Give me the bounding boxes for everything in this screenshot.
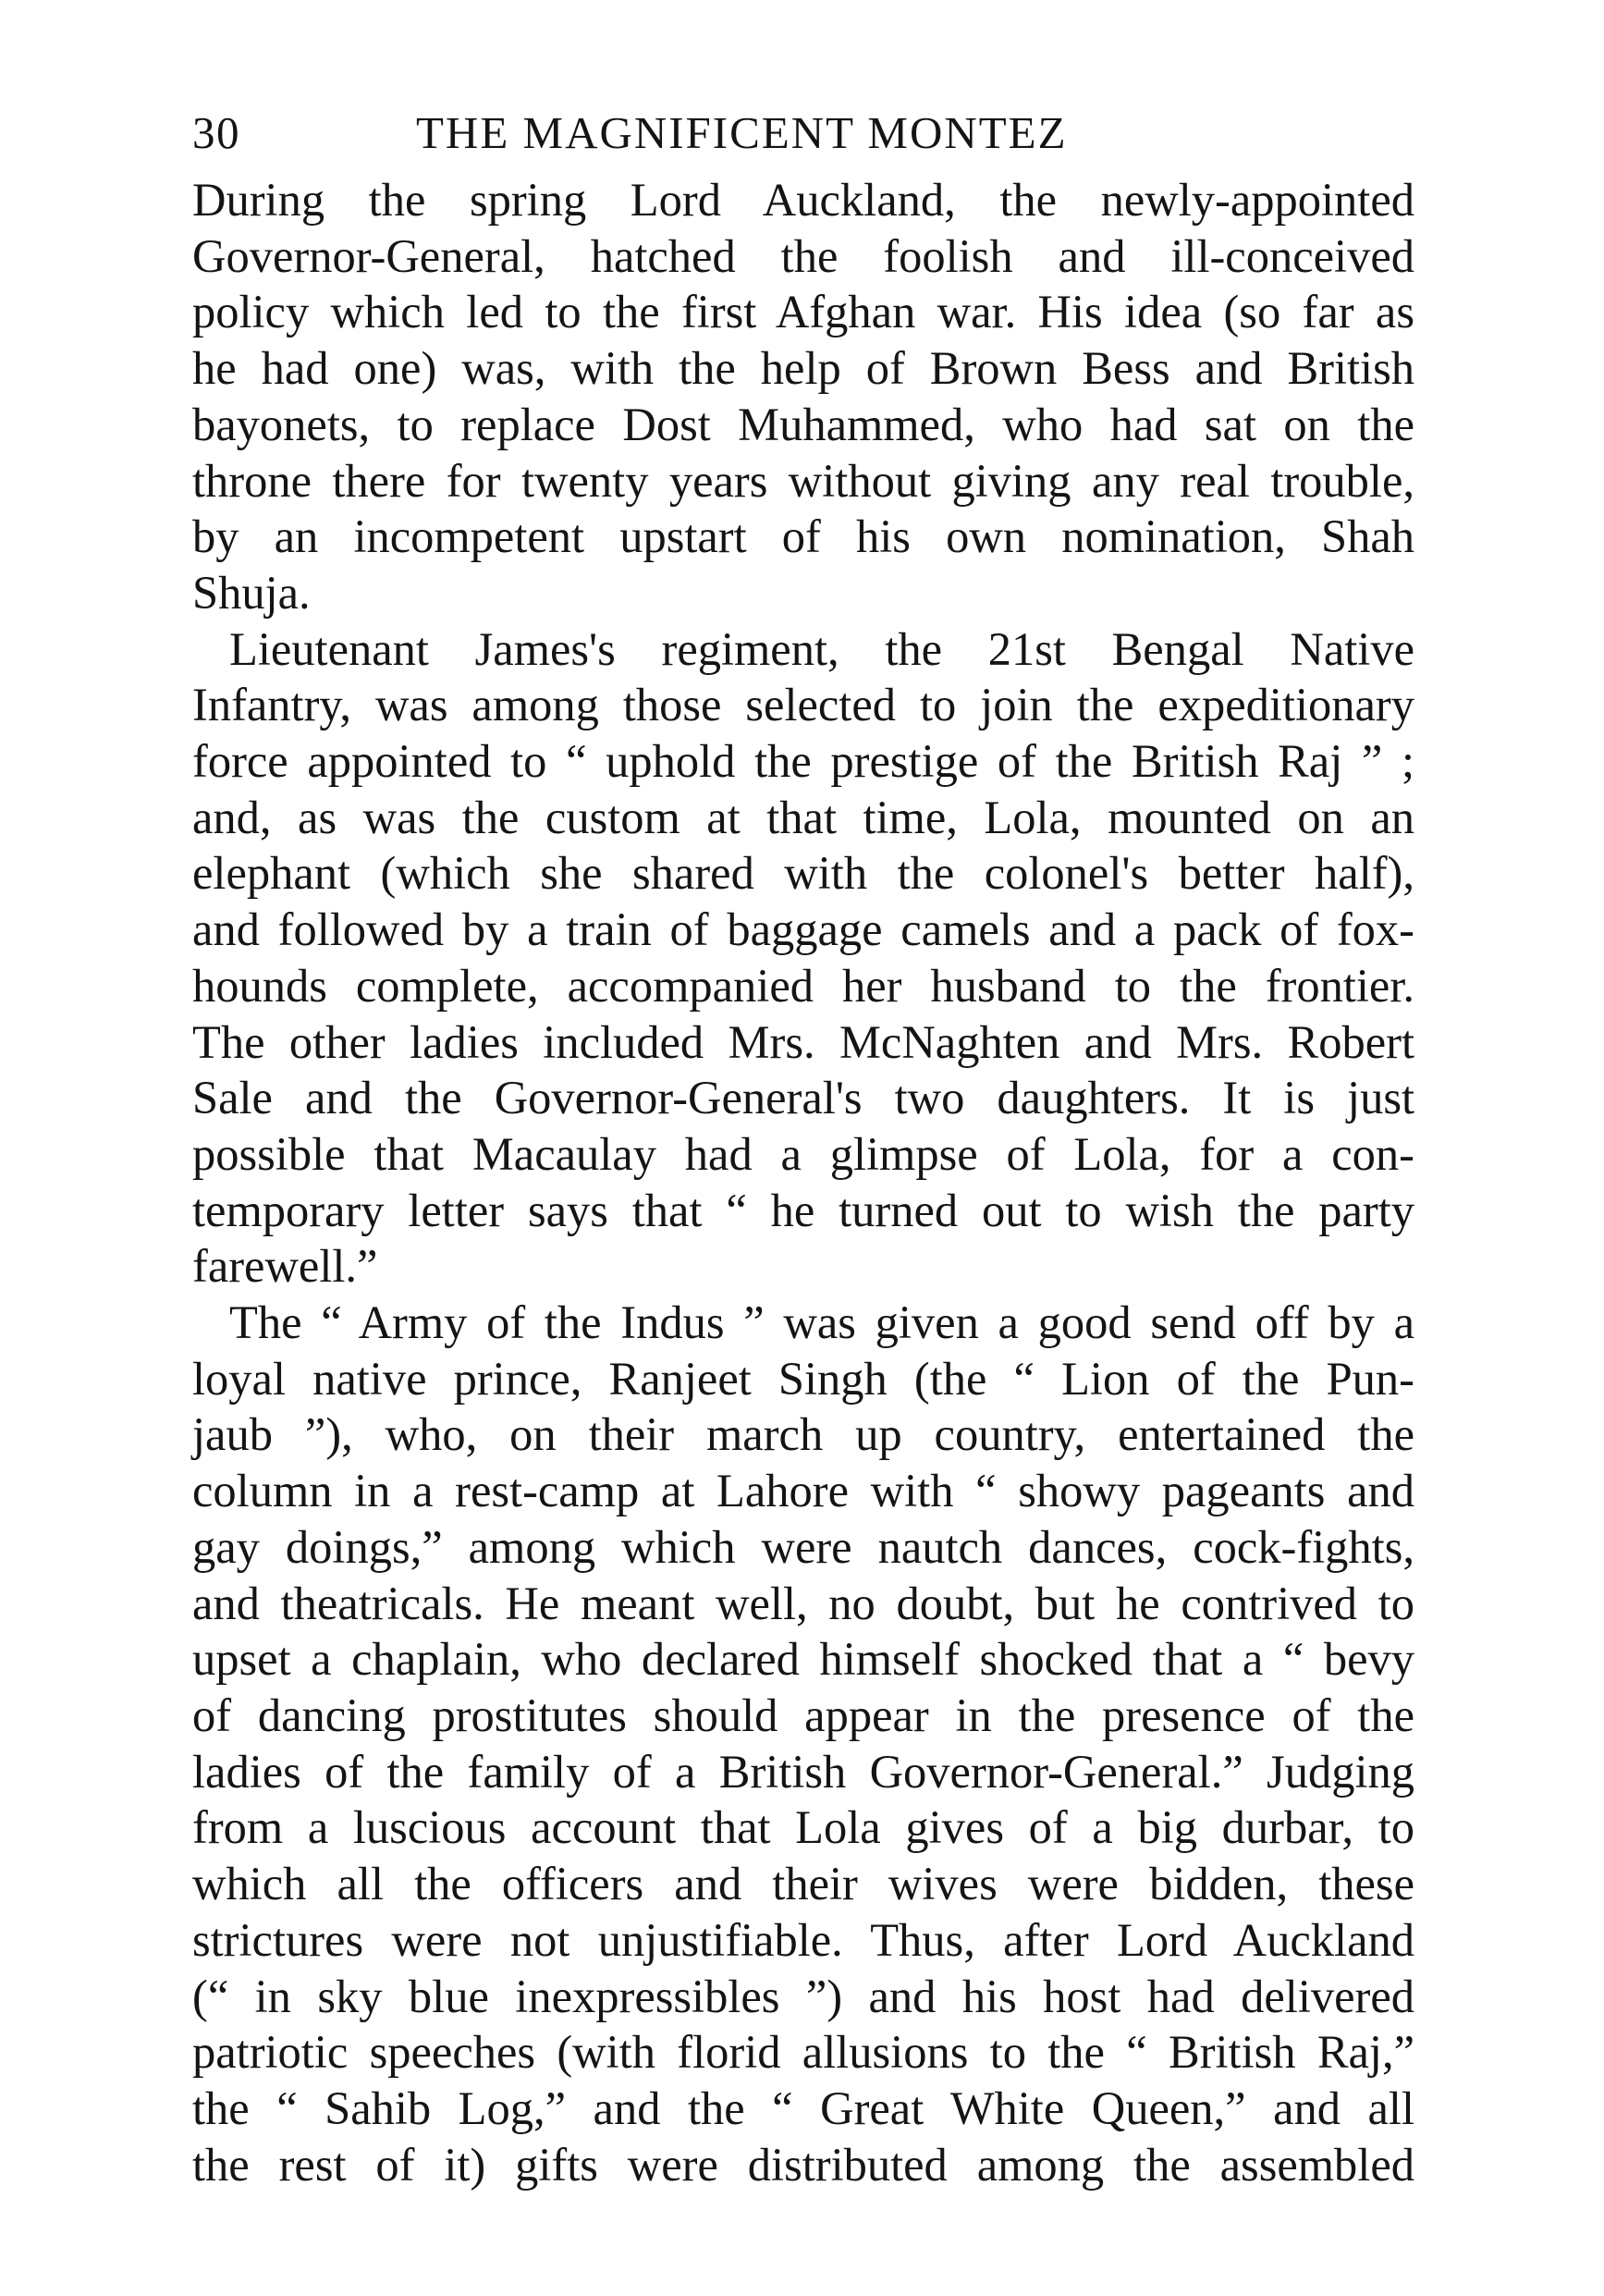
text-line: loyal native prince, Ranjeet Singh (the “ Lion of the Pun- bbox=[192, 1352, 1414, 1405]
text-line: column in a rest-camp at Lahore with “ showy pageants and bbox=[192, 1465, 1414, 1517]
text-line: and theatricals. He meant well, no doubt, but he contrived to bbox=[192, 1577, 1414, 1629]
text-line: from a luscious account that Lola gives of a big durbar, to bbox=[192, 1801, 1414, 1854]
text-line: throne there for twenty years without giving any real trouble, bbox=[192, 454, 1414, 507]
text-line: the “ Sahib Log,” and the “ Great White Queen,” and all bbox=[192, 2081, 1414, 2134]
text-line: of dancing prostitutes should appear in the presence of the bbox=[192, 1688, 1414, 1741]
text-line: and followed by a train of baggage camels and a pack of fox- bbox=[192, 903, 1414, 956]
text-line: Governor-General, hatched the foolish and ill-conceived bbox=[192, 229, 1414, 282]
page-number: 30 bbox=[192, 107, 240, 158]
text-line: gay doings,” among which were nautch dances, cock-fights, bbox=[192, 1520, 1414, 1573]
book-page bbox=[192, 104, 1414, 2192]
text-line: which all the officers and their wives were bidden, these bbox=[192, 1858, 1414, 1910]
text-line: Infantry, was among those selected to join the expeditionary bbox=[192, 679, 1414, 731]
text-line: temporary letter says that “ he turned out to wish the party bbox=[192, 1184, 1414, 1236]
paragraph bbox=[192, 621, 1414, 1295]
text-line: he had one) was, with the help of Brown Bess and British bbox=[192, 342, 1414, 395]
text-line: jaub ”), who, on their march up country, entertained the bbox=[192, 1408, 1414, 1461]
text-line: by an incompetent upstart of his own nomination, Shah bbox=[192, 510, 1414, 563]
running-title: THE MAGNIFICENT MONTEZ bbox=[416, 107, 1068, 158]
text-line: Lieutenant James's regiment, the 21st Bengal Native bbox=[229, 622, 1414, 675]
text-line: policy which led to the first Afghan war. His idea (so far as bbox=[192, 286, 1414, 338]
text-line: The “ Army of the Indus ” was given a good send off by a bbox=[229, 1296, 1414, 1349]
text-line: hounds complete, accompanied her husband to the frontier. bbox=[192, 959, 1414, 1012]
text-line: elephant (which she shared with the colonel's better half), bbox=[192, 847, 1414, 900]
text-line: ladies of the family of a British Governor-General.” Judging bbox=[192, 1745, 1414, 1798]
text-line: Sale and the Governor-General's two daughters. It is just bbox=[192, 1072, 1414, 1124]
text-line: (“ in sky blue inexpressibles ”) and his host had delivered bbox=[192, 1970, 1414, 2022]
page-header bbox=[192, 104, 1414, 163]
paragraph bbox=[192, 1295, 1414, 2192]
text-line: farewell.” bbox=[192, 1240, 378, 1293]
body-text bbox=[192, 172, 1414, 2192]
text-line: During the spring Lord Auckland, the newly-appointed bbox=[192, 174, 1414, 226]
text-line: possible that Macaulay had a glimpse of Lola, for a con- bbox=[192, 1127, 1414, 1180]
text-line: patriotic speeches (with florid allusions to the “ British Raj,” bbox=[192, 2026, 1414, 2079]
text-line: upset a chaplain, who declared himself shocked that a “ bevy bbox=[192, 1633, 1414, 1686]
text-line: the rest of it) gifts were distributed among the assembled bbox=[192, 2138, 1414, 2191]
text-line: force appointed to “ uphold the prestige of the British Raj ” ; bbox=[192, 735, 1414, 788]
text-line: strictures were not unjustifiable. Thus, after Lord Auckland bbox=[192, 1913, 1414, 1966]
text-line: Shuja. bbox=[192, 566, 311, 619]
text-line: and, as was the custom at that time, Lola, mounted on an bbox=[192, 791, 1414, 843]
text-line: bayonets, to replace Dost Muhammed, who had sat on the bbox=[192, 398, 1414, 450]
text-line: The other ladies included Mrs. McNaghten and Mrs. Robert bbox=[192, 1015, 1414, 1068]
paragraph bbox=[192, 172, 1414, 621]
